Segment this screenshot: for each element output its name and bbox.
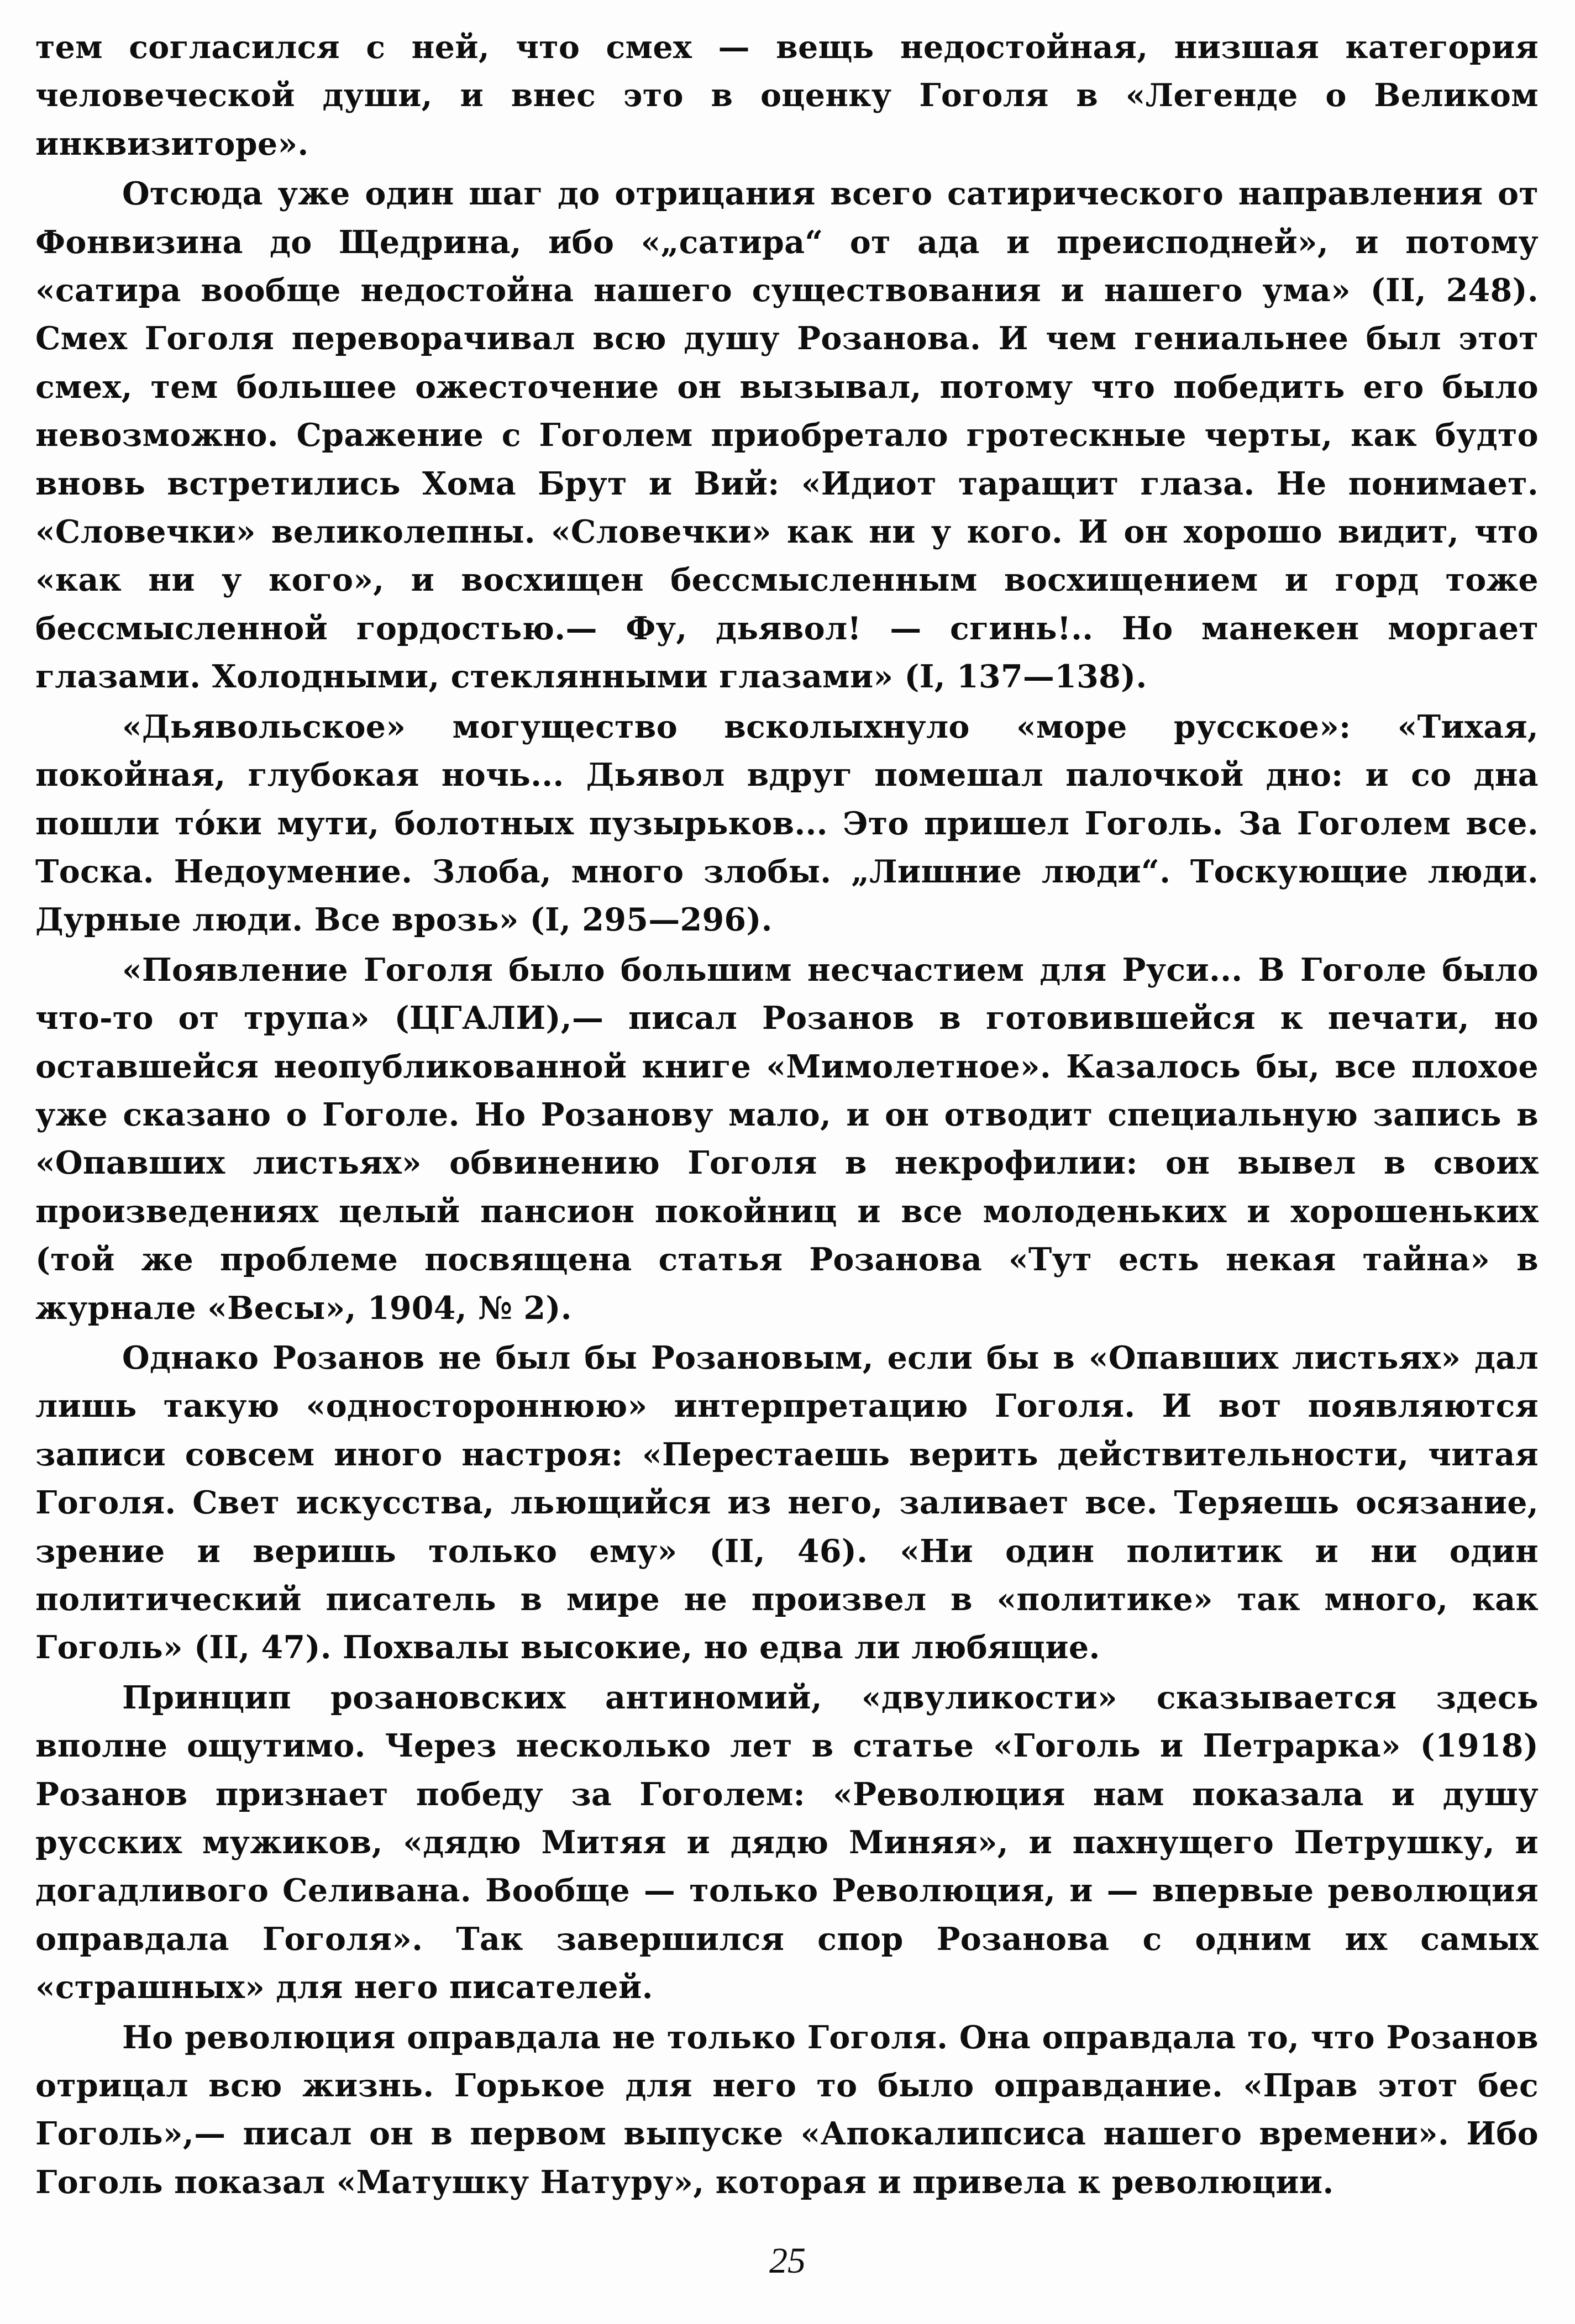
paragraph: «Появление Гоголя было большим несчастием для Руси... В Гоголе было что-то от трупа» (ЦГАЛИ),— писал Розанов в готовившейся к печати, но оставшейся неопубликованной книге «Мимолетное». Казалось бы, все плохое уже сказано о Гоголе. Но Розанову мало, и он отводит специальную запись в «Опавших листьях» обвинению Гоголя в некрофилии: он вывел в своих произведениях целый пансион покойниц и все молоденьких и хорошеньких (той же проблеме посвящена статья Розанова «Тут есть некая тайна» в журнале «Весы», 1904, № 2). — [35, 951, 1539, 1327]
paragraph: Однако Розанов не был бы Розановым, если бы в «Опавших листьях» дал лишь такую «одностороннюю» интерпретацию Гоголя. И вот появляются записи совсем иного настроя: «Перестаешь верить действительности, читая Гоголя. Свет искусства, льющийся из него, заливает все. Теряешь осязание, зрение и веришь только ему» (II, 46). «Ни один политик и ни один политический писатель в мире не произвел в «политике» так много, как Гоголь» (II, 47). Похвалы высокие, но едва ли любящие. — [35, 1339, 1539, 1666]
body-text — [35, 23, 1539, 2206]
paragraph: Отсюда уже один шаг до отрицания всего сатирического направления от Фонвизина до Щедрина, ибо «„сатира“ от ада и преисподней», и потому «сатира вообще недостойна нашего существования и нашего ума» (II, 248). Смех Гоголя переворачивал всю душу Розанова. И чем гениальнее был этот смех, тем большее ожесточение он вызывал, потому что победить его было невозможно. Сражение с Гоголем приобретало гротескные черты, как будто вновь встретились Хома Брут и Вий: «Идиот таращит глаза. Не понимает. «Словечки» великолепны. «Словечки» как ни у кого. И он хорошо видит, что «как ни у кого», и восхищен бессмысленным восхищением и горд тоже бессмысленной гордостью.— Фу, дьявол! — сгинь!.. Но манекен моргает глазами. Холодными, стеклянными глазами» (I, 137—138). — [35, 175, 1539, 696]
paragraph: Но революция оправдала не только Гоголя. Она оправдала то, что Розанов отрицал всю жизнь. Горькое для него то было оправдание. «Прав этот бес Гоголь»,— писал он в первом выпуске «Апокалипсиса нашего времени». Ибо Гоголь показал «Матушку Натуру», которая и привела к революции. — [35, 2018, 1539, 2201]
paragraph: «Дьявольское» могущество всколыхнуло «море русское»: «Тихая, покойная, глубокая ночь... Дьявол вдруг помешал палочкой дно: и со дна пошли тóки мути, болотных пузырьков... Это пришел Гоголь. За Гоголем все. Тоска. Недоумение. Злоба, много злобы. „Лишние люди“. Тоскующие люди. Дурные люди. Все врозь» (I, 295—296). — [35, 708, 1539, 939]
paragraph: Принцип розановских антиномий, «двуликости» сказывается здесь вполне ощутимо. Через несколько лет в статье «Гоголь и Петрарка» (1918) Розанов признает победу за Гоголем: «Революция нам показала и душу русских мужиков, «дядю Митяя и дядю Миняя», и пахнущего Петрушку, и догадливого Селивана. Вообще — только Революция, и — впервые революция оправдала Гоголя». Так завершился спор Розанова с одним их самых «страшных» для него писателей. — [35, 1679, 1539, 2006]
page-number: 25 — [769, 2241, 806, 2281]
paragraph: тем согласился с ней, что смех — вещь недостойная, низшая категория человеческой души, и внес это в оценку Гоголя в «Легенде о Великом инквизиторе». — [35, 29, 1539, 162]
